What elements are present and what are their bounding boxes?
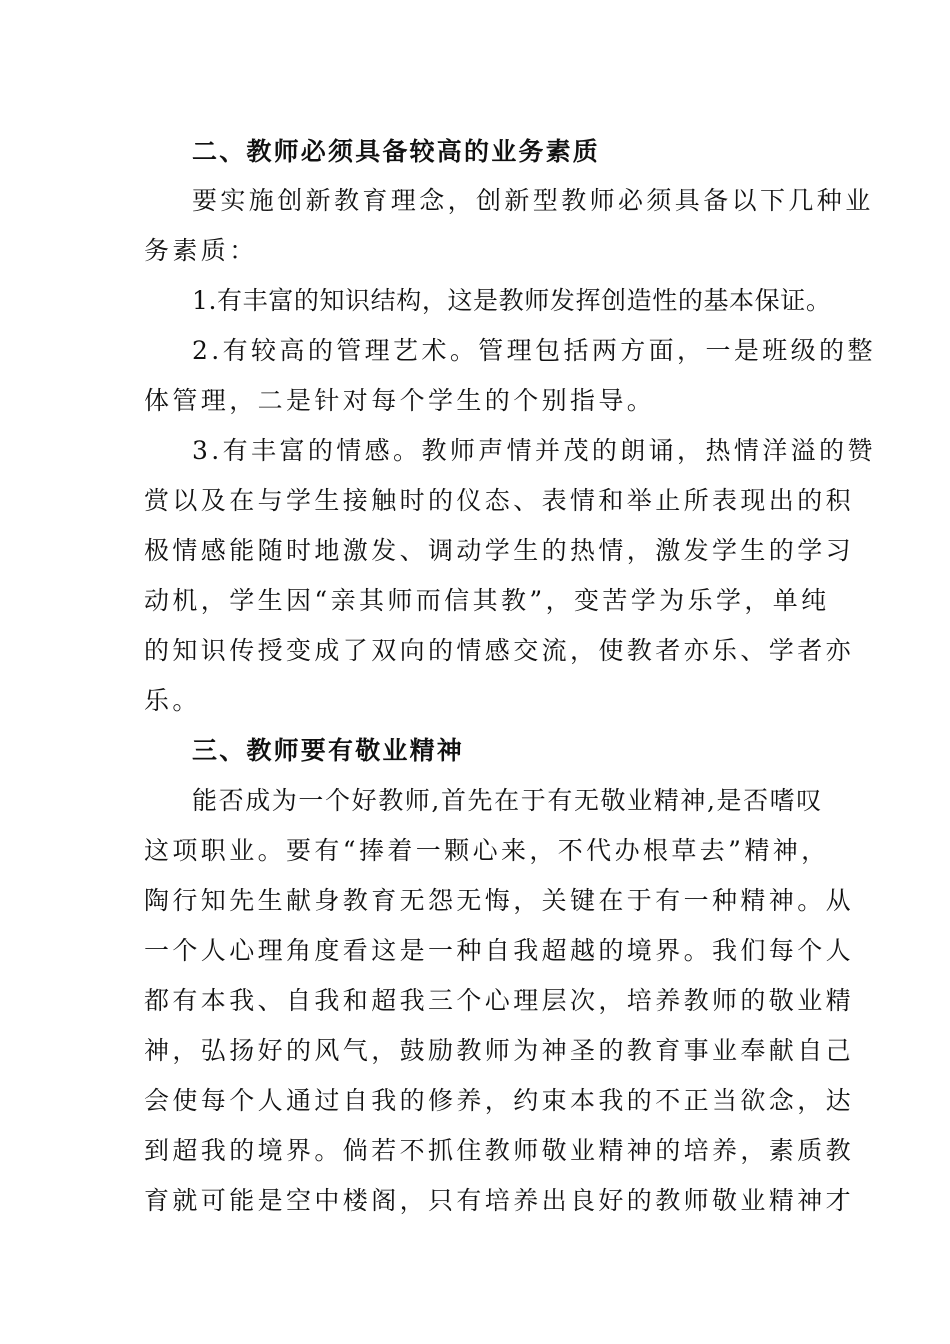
paragraph-line: 务素质：: [144, 236, 258, 265]
paragraph-line: 一个人心理角度看这是一种自我超越的境界。我们每个人: [144, 936, 855, 965]
paragraph-line: 育就可能是空中楼阁，只有培养出良好的教师敬业精神才: [144, 1186, 855, 1215]
list-item-3: 3.有丰富的情感。教师声情并茂的朗诵，热情洋溢的赞: [192, 436, 876, 465]
list-item-2: 2.有较高的管理艺术。管理包括两方面，一是班级的整: [192, 336, 876, 365]
paragraph-line: 这项职业。要有“捧着一颗心来，不代办根草去”精神，: [144, 836, 830, 865]
paragraph-line: 会使每个人通过自我的修养，约束本我的不正当欲念，达: [144, 1086, 855, 1115]
paragraph-line: 到超我的境界。倘若不抓住教师敬业精神的培养，素质教: [144, 1136, 855, 1165]
list-item-1: 1.有丰富的知识结构，这是教师发挥创造性的基本保证。: [192, 286, 832, 315]
section-heading-2: 二、教师必须具备较高的业务素质: [192, 137, 601, 166]
paragraph-line: 乐。: [144, 686, 201, 715]
paragraph-line: 都有本我、自我和超我三个心理层次，培养教师的敬业精: [144, 986, 855, 1015]
paragraph-line: 极情感能随时地激发、调动学生的热情，激发学生的学习: [144, 536, 855, 565]
paragraph-line: 神，弘扬好的风气，鼓励教师为神圣的教育事业奉献自己: [144, 1036, 855, 1065]
paragraph-line: 能否成为一个好教师,首先在于有无敬业精神,是否嗜叹: [192, 786, 823, 815]
section-heading-3: 三、教师要有敬业精神: [192, 736, 465, 765]
paragraph-line: 的知识传授变成了双向的情感交流，使教者亦乐、学者亦: [144, 636, 855, 665]
paragraph-line: 体管理，二是针对每个学生的个别指导。: [144, 386, 656, 415]
paragraph-line: 要实施创新教育理念，创新型教师必须具备以下几种业: [192, 186, 874, 215]
paragraph-line: 赏以及在与学生接触时的仪态、表情和举止所表现出的积: [144, 486, 855, 515]
paragraph-line: 动机，学生因“亲其师而信其教”，变苦学为乐学，单纯: [144, 586, 830, 615]
paragraph-line: 陶行知先生献身教育无怨无悔，关键在于有一种精神。从: [144, 886, 855, 915]
